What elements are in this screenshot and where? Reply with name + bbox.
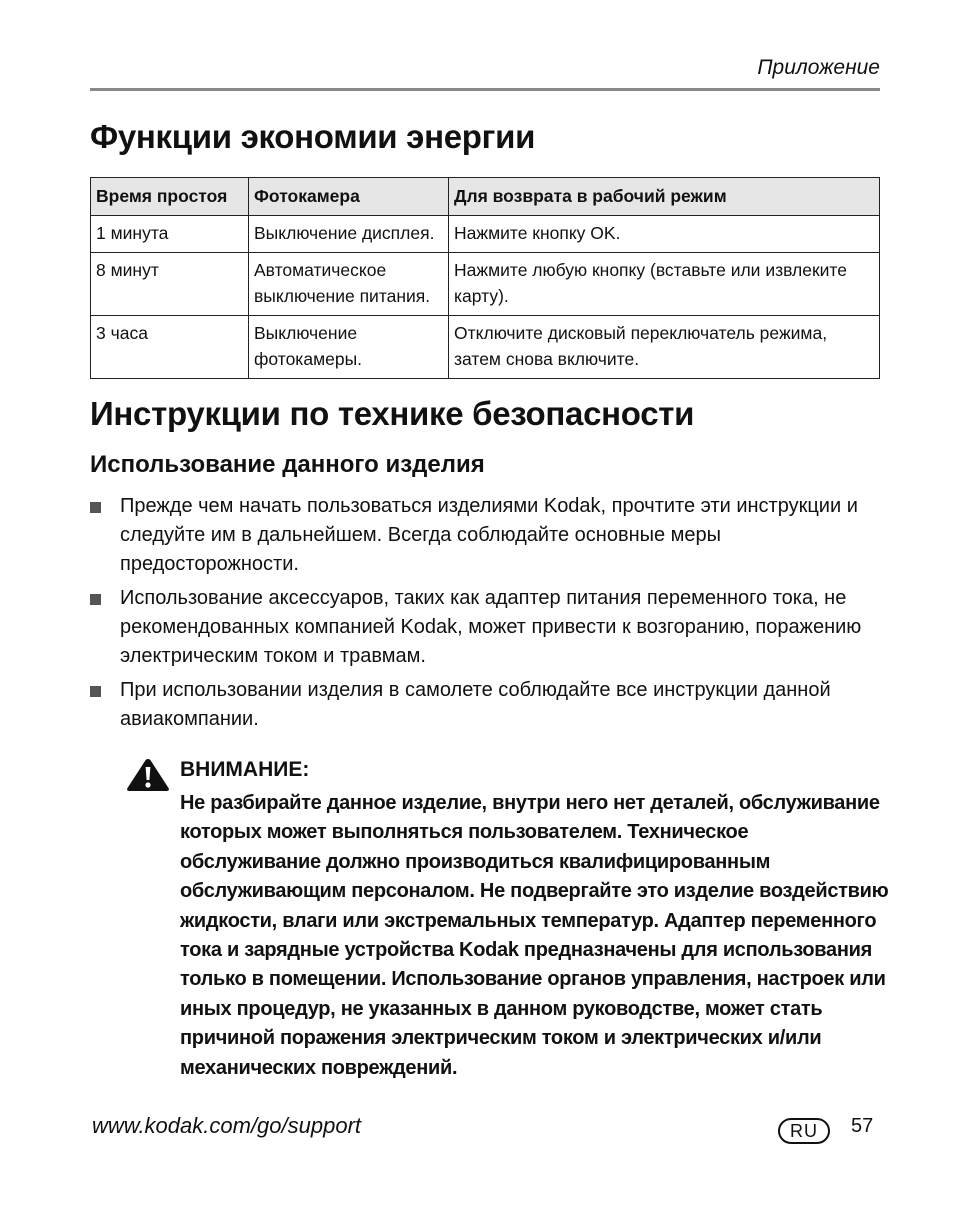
list-item-text: При использовании изделия в самолете соблюдайте все инструкции данной авиакомпании.	[120, 679, 831, 730]
resume-action-cell: Нажмите любую кнопку (вставьте или извлеките карту).	[449, 253, 880, 316]
energy-table	[90, 177, 880, 379]
column-header: Фотокамера	[249, 178, 449, 216]
list-item-text: Прежде чем начать пользоваться изделиями Kodak, прочтите эти инструкции и следуйте им в дальнейшем. Всегда соблюдайте основные меры предосторожности.	[120, 495, 858, 575]
idle-time-cell: 8 минут	[91, 253, 249, 316]
square-bullet-icon	[90, 686, 101, 697]
support-url-link[interactable]: www.kodak.com/go/support	[92, 1113, 362, 1138]
warning-text: Не разбирайте данное изделие, внутри него нет деталей, обслуживание которых может выполняться пользователем. Техническое обслуживание должно производиться квалифицированным обслуживающим персоналом. Не подвергайте это изделие воздействию жидкости, влаги или экстремальных температур. Адаптер переменного тока и зарядные устройства Kodak предназначены для использования только в помещении. Использование органов управления, настроек или иных процедур, не указанных в данном руководстве, может стать причиной поражения электрическим током и электрических и/или механических повреждений.	[180, 792, 889, 1079]
table-row	[91, 316, 880, 379]
table-row	[91, 216, 880, 253]
table-row	[91, 253, 880, 316]
square-bullet-icon	[90, 594, 101, 605]
camera-state-cell: Автоматическое выключение питания.	[249, 253, 449, 316]
language-badge: RU	[778, 1118, 830, 1144]
column-header: Для возврата в рабочий режим	[449, 178, 880, 216]
safety-bullet-list	[90, 492, 880, 739]
page-number: 57	[851, 1115, 874, 1137]
energy-saving-heading: Функции экономии энергии	[90, 118, 536, 155]
resume-action-cell: Нажмите кнопку OK.	[449, 216, 880, 253]
warning-title: ВНИМАНИЕ:	[180, 758, 310, 781]
list-item	[90, 492, 880, 579]
running-header: Приложение	[757, 56, 880, 79]
table-header-row	[91, 178, 880, 216]
idle-time-cell: 1 минута	[91, 216, 249, 253]
list-item	[90, 584, 880, 671]
camera-state-cell: Выключение дисплея.	[249, 216, 449, 253]
safety-heading: Инструкции по технике безопасности	[90, 395, 695, 432]
header-rule	[90, 88, 880, 91]
warning-triangle-icon	[126, 758, 170, 792]
list-item-text: Использование аксессуаров, таких как адаптер питания переменного тока, не рекомендованных компанией Kodak, может привести к возгоранию, поражению электрическим током и травмам.	[120, 587, 862, 667]
product-use-subheading: Использование данного изделия	[90, 451, 485, 478]
column-header: Время простоя	[91, 178, 249, 216]
camera-state-cell: Выключение фотокамеры.	[249, 316, 449, 379]
square-bullet-icon	[90, 502, 101, 513]
resume-action-cell: Отключите дисковый переключатель режима, затем снова включите.	[449, 316, 880, 379]
idle-time-cell: 3 часа	[91, 316, 249, 379]
list-item	[90, 676, 880, 734]
